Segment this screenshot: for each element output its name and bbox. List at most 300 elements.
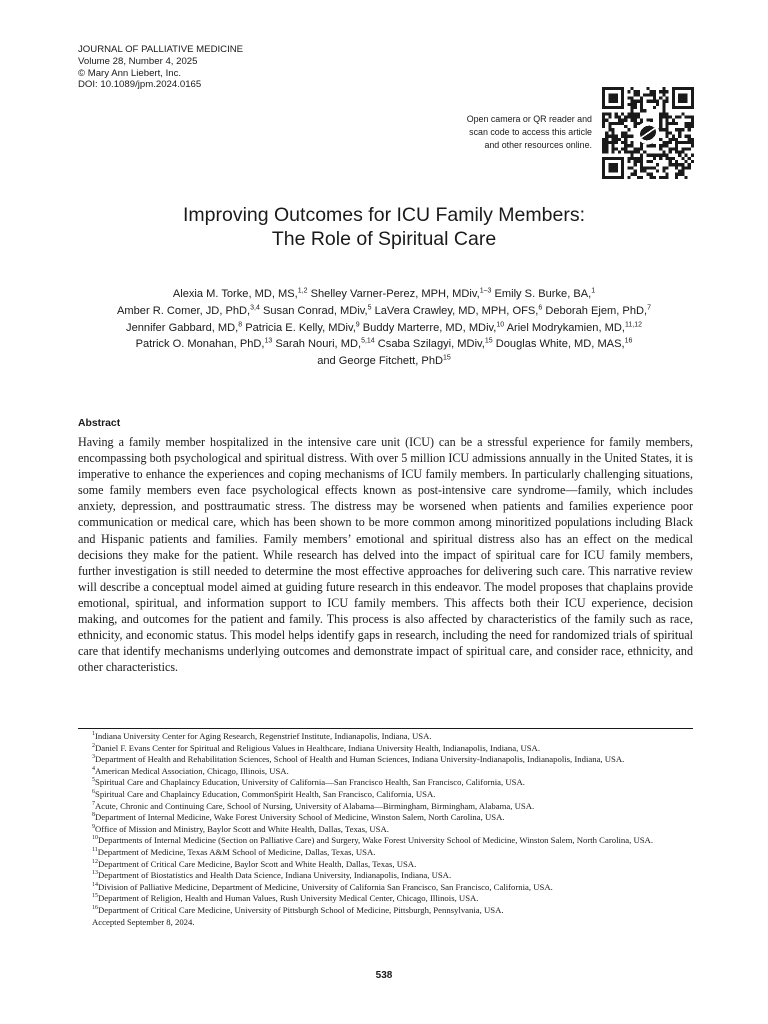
affiliation-number: 8	[92, 812, 95, 819]
qr-module	[681, 173, 684, 176]
qr-module	[688, 116, 691, 119]
qr-module	[678, 135, 681, 138]
qr-module	[659, 138, 662, 141]
qr-module	[681, 150, 684, 153]
qr-module	[634, 125, 637, 128]
qr-module	[602, 119, 605, 122]
qr-module	[640, 154, 643, 157]
qr-module	[631, 97, 634, 100]
qr-instructions-line: Open camera or QR reader and	[466, 114, 592, 124]
qr-module	[675, 128, 678, 131]
qr-module	[646, 144, 649, 147]
affiliation-item	[78, 905, 693, 917]
qr-module	[688, 135, 691, 138]
qr-module	[646, 160, 649, 163]
affiliation-text: Acute, Chronic and Continuing Care, School of Nursing, University of Alabama—Birmingham, Birmingham, Alabama, USA.	[95, 800, 535, 811]
qr-module	[602, 141, 605, 144]
qr-module	[669, 147, 672, 150]
qr-module	[656, 163, 659, 166]
qr-module	[615, 112, 618, 115]
qr-module	[662, 112, 665, 115]
author-name: Shelley Varner-Perez, MPH, MDiv,	[307, 288, 480, 300]
author-affiliation-marker: 6	[538, 304, 543, 312]
qr-module	[637, 93, 640, 96]
qr-module	[631, 100, 634, 103]
qr-module	[675, 141, 678, 144]
qr-module	[631, 103, 634, 106]
qr-module	[669, 157, 672, 160]
qr-module	[646, 87, 649, 90]
qr-module	[637, 112, 640, 115]
qr-module	[615, 138, 618, 141]
qr-module	[640, 157, 643, 160]
author-line	[60, 320, 708, 337]
qr-module	[678, 131, 681, 134]
author-affiliation-marker: 5,14	[361, 337, 375, 345]
qr-module	[688, 141, 691, 144]
affiliation-item	[78, 754, 693, 766]
qr-module	[612, 131, 615, 134]
qr-module	[612, 128, 615, 131]
qr-module	[691, 144, 694, 147]
affiliation-number: 6	[92, 789, 95, 796]
qr-module	[631, 144, 634, 147]
author-affiliation-marker: 11,12	[624, 320, 642, 328]
author-name: Deborah Ejem, PhD,	[542, 304, 648, 317]
qr-module	[659, 116, 662, 119]
qr-module	[675, 160, 678, 163]
qr-module	[650, 154, 653, 157]
abstract-body: Having a family member hospitalized in the intensive care unit (ICU) can be a stressful experience for family members, encompassing both psychological and spiritual distress. With over 5 million ICU admissions annually in the United States, it is imperative to enhance the experiences and coping mechanisms of ICU family members. In particularly challenging situations, some family members even face psychological effects known as post-intensive care syndrome—family, which includes anxiety, depression, and posttraumatic stress. The distress may be worsened when patients and families experience poor communication or medical care, which has been shown to be more common among minoritized populations including Black and Hispanic patients and families. Family members’ emotional and spiritual distress also has an effect on the medical decisions they make for the patient. While research has delved into the impact of spiritual care for ICU family members, further investigation is still needed to determine the most effective approaches for delivering such care. This narrative review will describe a conceptual model aimed at guiding future research in this endeavor. The model proposes that chaplains provide emotional, spiritual, and information support to ICU family members. This affects both their ICU experience, decision making, and outcomes for the patient and family. This process is also affected by characteristics of the family such as race, ethnicity, and economic status. This model helps identify gaps in research, including the need for randomized trials of spiritual care that identify mechanisms underlying outcomes and demonstrate impact of spiritual care, and consider race, ethnicity, and other characteristics.	[78, 435, 693, 675]
affiliation-number: 16	[92, 905, 98, 912]
journal-header	[78, 44, 243, 91]
qr-module	[662, 176, 665, 179]
qr-module	[675, 122, 678, 125]
qr-module	[665, 125, 668, 128]
qr-module	[656, 169, 659, 172]
qr-module	[634, 119, 637, 122]
abstract-heading: Abstract	[78, 418, 121, 429]
qr-instructions	[420, 113, 592, 152]
qr-module	[675, 173, 678, 176]
qr-module	[678, 116, 681, 119]
affiliation-item	[78, 731, 693, 743]
qr-module	[634, 147, 637, 150]
qr-module	[665, 173, 668, 176]
qr-module	[640, 163, 643, 166]
qr-module	[665, 157, 668, 160]
author-name: Susan Conrad, MDiv,	[259, 304, 368, 317]
affiliation-number: 2	[92, 742, 95, 749]
qr-module	[662, 169, 665, 172]
qr-module	[637, 160, 640, 163]
qr-module	[659, 125, 662, 128]
qr-module	[618, 119, 621, 122]
qr-module	[608, 112, 611, 115]
qr-module	[662, 87, 665, 90]
qr-module	[688, 147, 691, 150]
qr-module	[675, 163, 678, 166]
author-name: Amber R. Comer, JD, PhD,	[116, 304, 251, 317]
qr-module	[627, 112, 630, 115]
affiliation-number: 7	[92, 800, 95, 807]
qr-module	[637, 176, 640, 179]
qr-module	[681, 141, 684, 144]
qr-instructions-line: and other resources online.	[484, 140, 592, 150]
journal-volume: Volume 28, Number 4, 2025	[78, 55, 198, 67]
qr-module	[634, 163, 637, 166]
qr-module	[665, 97, 668, 100]
qr-module	[662, 141, 665, 144]
qr-module	[627, 97, 630, 100]
affiliation-item	[78, 766, 693, 778]
author-name: Csaba Szilagyi, MDiv,	[374, 338, 485, 351]
qr-module	[634, 169, 637, 172]
qr-module	[634, 103, 637, 106]
qr-module	[662, 90, 665, 93]
affiliation-item	[78, 882, 693, 894]
qr-module	[602, 150, 605, 153]
qr-module	[650, 119, 653, 122]
journal-publisher: © Mary Ann Liebert, Inc.	[78, 67, 182, 79]
qr-module	[602, 138, 605, 141]
qr-module	[605, 135, 608, 138]
qr-module	[672, 163, 675, 166]
author-line	[60, 303, 708, 320]
qr-module	[631, 150, 634, 153]
qr-module	[624, 150, 627, 153]
qr-module	[659, 90, 662, 93]
qr-module	[681, 147, 684, 150]
qr-module	[643, 166, 646, 169]
qr-module	[665, 176, 668, 179]
qr-module	[634, 116, 637, 119]
qr-module	[615, 147, 618, 150]
page-number: 538	[375, 970, 393, 981]
qr-module	[631, 154, 634, 157]
qr-module	[681, 166, 684, 169]
qr-module	[653, 97, 656, 100]
author-affiliation-marker: 1–3	[479, 287, 492, 295]
qr-module	[650, 93, 653, 96]
qr-module	[659, 176, 662, 179]
qr-module	[605, 141, 608, 144]
qr-module	[684, 160, 687, 163]
qr-module	[621, 135, 624, 138]
author-affiliation-marker: 9	[355, 320, 360, 328]
qr-module	[675, 166, 678, 169]
qr-module	[634, 150, 637, 153]
qr-module	[665, 141, 668, 144]
qr-module	[672, 119, 675, 122]
affiliations-list	[78, 731, 693, 928]
affiliation-text: Departments of Internal Medicine (Section on Palliative Care) and Surgery, Wake Forest University School of Medicine, Winston Salem, North Carolina, USA.	[98, 835, 653, 846]
qr-module	[650, 176, 653, 179]
qr-module	[615, 122, 618, 125]
qr-module	[662, 109, 665, 112]
qr-module	[691, 160, 694, 163]
qr-module	[624, 125, 627, 128]
qr-module	[640, 97, 643, 100]
qr-module	[688, 138, 691, 141]
author-affiliation-marker: 5	[367, 304, 372, 312]
qr-module	[608, 141, 611, 144]
accepted-date: Accepted September 8, 2024.	[92, 916, 195, 927]
qr-module	[634, 93, 637, 96]
qr-module	[643, 109, 646, 112]
qr-module	[691, 138, 694, 141]
qr-module	[653, 157, 656, 160]
qr-module	[621, 119, 624, 122]
affiliation-number: 3	[92, 754, 95, 761]
qr-module	[684, 141, 687, 144]
qr-module	[631, 116, 634, 119]
affiliation-text: Department of Critical Care Medicine, Baylor Scott and White Health, Dallas, Texas, USA.	[98, 858, 417, 869]
qr-module	[656, 103, 659, 106]
qr-module	[612, 141, 615, 144]
qr-module	[612, 147, 615, 150]
author-name: Jennifer Gabbard, MD,	[126, 321, 239, 334]
qr-module	[612, 122, 615, 125]
affiliation-item	[78, 859, 693, 871]
affiliation-item	[78, 812, 693, 824]
qr-module	[675, 144, 678, 147]
qr-module	[602, 112, 605, 115]
qr-module	[634, 100, 637, 103]
qr-module	[646, 119, 649, 122]
qr-module	[681, 128, 684, 131]
title-line: Improving Outcomes for ICU Family Members:	[182, 204, 585, 226]
author-affiliation-marker: 7	[647, 304, 651, 312]
qr-module	[608, 125, 611, 128]
qr-module	[672, 122, 675, 125]
author-name: Ariel Modrykamien, MD,	[504, 321, 625, 334]
qr-module	[612, 138, 615, 141]
qr-module	[669, 150, 672, 153]
qr-module	[678, 128, 681, 131]
affiliation-item	[78, 847, 693, 859]
affiliation-text: Department of Health and Rehabilitation Sciences, School of Health and Human Sciences, Indiana University-Indianapolis, Indianapolis, Indiana, USA.	[95, 754, 625, 765]
affiliation-number: 10	[92, 835, 98, 842]
qr-module	[650, 173, 653, 176]
qr-module	[653, 144, 656, 147]
journal-name: JOURNAL OF PALLIATIVE MEDICINE	[78, 44, 244, 55]
qr-module	[653, 166, 656, 169]
qr-module	[653, 176, 656, 179]
qr-module	[672, 147, 675, 150]
qr-module	[684, 154, 687, 157]
qr-module	[659, 128, 662, 131]
author-name: LaVera Crawley, MD, MPH, OFS,	[371, 304, 539, 317]
qr-module	[650, 166, 653, 169]
qr-module	[640, 144, 643, 147]
qr-module	[665, 90, 668, 93]
author-name: Patrick O. Monahan, PhD,	[135, 338, 265, 351]
qr-module	[634, 112, 637, 115]
qr-module	[684, 135, 687, 138]
qr-module	[640, 166, 643, 169]
qr-module	[631, 135, 634, 138]
affiliation-item	[78, 893, 693, 905]
author-affiliation-marker: 1,2	[297, 287, 308, 295]
qr-module	[650, 144, 653, 147]
qr-module	[624, 131, 627, 134]
qr-module	[643, 169, 646, 172]
qr-module	[653, 100, 656, 103]
journal-doi[interactable]: DOI: 10.1089/jpm.2024.0165	[78, 79, 202, 91]
qr-module	[618, 138, 621, 141]
qr-module	[675, 138, 678, 141]
qr-module	[621, 141, 624, 144]
qr-module	[688, 125, 691, 128]
qr-module	[624, 147, 627, 150]
qr-module	[659, 147, 662, 150]
qr-module	[662, 106, 665, 109]
qr-module	[640, 160, 643, 163]
qr-module	[634, 122, 637, 125]
qr-module	[608, 135, 611, 138]
qr-module	[605, 138, 608, 141]
affiliation-text: Division of Palliative Medicine, Department of Medicine, University of California San Francisco, San Francisco, California, USA.	[98, 881, 553, 892]
qr-module	[634, 160, 637, 163]
qr-module	[602, 122, 605, 125]
qr-module	[659, 154, 662, 157]
affiliation-number: 1	[92, 731, 95, 738]
qr-module	[684, 147, 687, 150]
qr-module	[637, 116, 640, 119]
qr-module	[631, 173, 634, 176]
qr-module	[665, 112, 668, 115]
qr-module	[618, 116, 621, 119]
qr-module	[675, 116, 678, 119]
qr-module	[605, 144, 608, 147]
qr-module	[624, 138, 627, 141]
qr-module	[637, 150, 640, 153]
qr-module	[665, 135, 668, 138]
qr-module	[624, 116, 627, 119]
qr-module	[650, 160, 653, 163]
qr-module	[634, 90, 637, 93]
affiliation-text: Department of Critical Care Medicine, University of Pittsburgh School of Medicine, Pittsburgh, Pennsylvania, USA.	[98, 904, 504, 915]
affiliation-number: 11	[92, 847, 98, 854]
qr-module	[653, 90, 656, 93]
qr-module	[653, 154, 656, 157]
qr-module	[627, 157, 630, 160]
author-name: and George Fitchett, PhD	[317, 355, 443, 368]
qr-module	[627, 90, 630, 93]
qr-module	[662, 100, 665, 103]
qr-module	[608, 116, 611, 119]
qr-module	[605, 112, 608, 115]
qr-module	[605, 150, 608, 153]
qr-module	[691, 119, 694, 122]
qr-module	[621, 122, 624, 125]
qr-module	[653, 93, 656, 96]
qr-module	[681, 163, 684, 166]
qr-module	[615, 141, 618, 144]
qr-module	[684, 122, 687, 125]
qr-module	[627, 103, 630, 106]
qr-module	[684, 116, 687, 119]
affiliation-item	[78, 789, 693, 801]
qr-module	[646, 154, 649, 157]
qr-module	[640, 106, 643, 109]
qr-module	[691, 125, 694, 128]
qr-module	[640, 176, 643, 179]
qr-module	[605, 119, 608, 122]
affiliation-item	[78, 870, 693, 882]
qr-module	[624, 141, 627, 144]
qr-instructions-line: scan code to access this article	[469, 127, 592, 137]
qr-module	[688, 122, 691, 125]
author-name: Patricia E. Kelly, MDiv,	[242, 321, 356, 334]
qr-module	[627, 116, 630, 119]
qr-module	[653, 106, 656, 109]
affiliation-number: 15	[92, 893, 98, 900]
author-name: Alexia M. Torke, MD, MS,	[172, 288, 298, 300]
qr-module	[669, 131, 672, 134]
author-affiliation-marker: 15	[484, 337, 493, 345]
qr-module	[665, 119, 668, 122]
affiliation-number: 4	[92, 765, 95, 772]
qr-module	[665, 144, 668, 147]
qr-module	[675, 176, 678, 179]
qr-module	[665, 154, 668, 157]
qr-module	[602, 116, 605, 119]
author-line	[60, 336, 708, 353]
qr-module	[602, 125, 605, 128]
qr-module	[665, 131, 668, 134]
qr-module	[662, 128, 665, 131]
affiliation-text: Office of Mission and Ministry, Baylor Scott and White Health, Dallas, Texas, USA.	[95, 823, 389, 834]
author-affiliation-marker: 16	[624, 337, 633, 345]
qr-module	[675, 147, 678, 150]
qr-module	[637, 122, 640, 125]
affiliation-text: Department of Medicine, Texas A&M School of Medicine, Dallas, Texas, USA.	[97, 846, 376, 857]
qr-module	[627, 144, 630, 147]
qr-module	[659, 112, 662, 115]
qr-module	[612, 135, 615, 138]
affiliation-item	[78, 801, 693, 813]
qr-module	[681, 112, 684, 115]
qr-module	[646, 100, 649, 103]
qr-module	[665, 128, 668, 131]
qr-module	[669, 122, 672, 125]
affiliation-text: Department of Religion, Health and Human Values, Rush University Medical Center, Chicago, Illinois, USA.	[98, 893, 479, 904]
author-affiliation-marker: 10	[496, 320, 505, 328]
qr-module	[624, 119, 627, 122]
author-line	[60, 286, 708, 303]
qr-code-icon[interactable]	[602, 87, 694, 179]
qr-module	[691, 154, 694, 157]
qr-module	[662, 93, 665, 96]
author-affiliation-marker: 8	[238, 320, 243, 328]
qr-module	[627, 166, 630, 169]
qr-module	[627, 176, 630, 179]
qr-module	[665, 116, 668, 119]
qr-module	[681, 157, 684, 160]
affiliation-text: Department of Internal Medicine, Wake Forest University School of Medicine, Winston Salem, North Carolina, USA.	[95, 812, 505, 823]
qr-module	[688, 157, 691, 160]
qr-module	[631, 109, 634, 112]
qr-module	[637, 90, 640, 93]
qr-module	[684, 176, 687, 179]
qr-module	[615, 135, 618, 138]
affiliation-text: Spiritual Care and Chaplaincy Education, University of California—San Francisco Health, San Francisco, California, USA.	[95, 777, 525, 788]
qr-module	[662, 166, 665, 169]
qr-module	[631, 141, 634, 144]
qr-module	[688, 163, 691, 166]
